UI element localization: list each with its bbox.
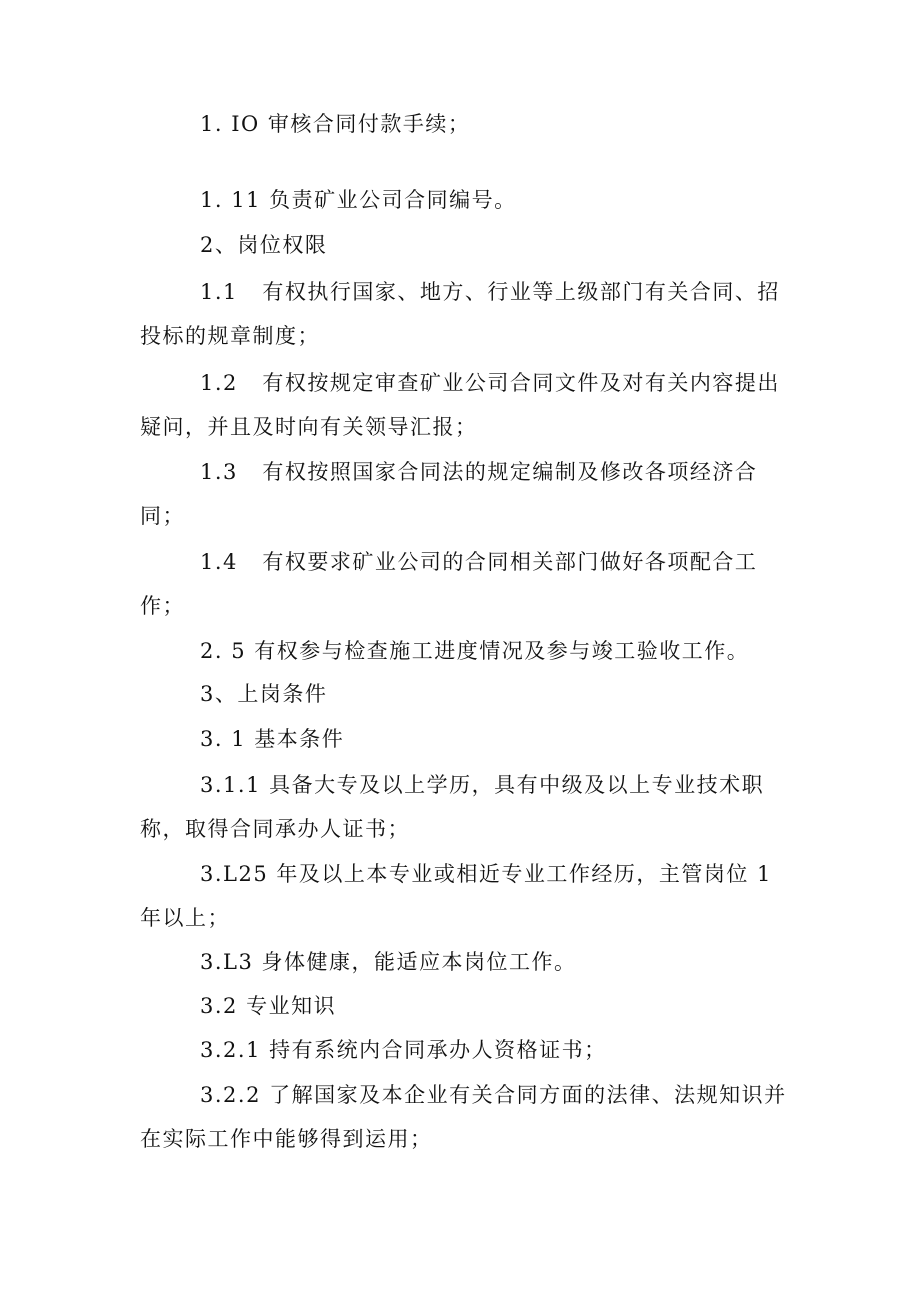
paragraph-1-11: 1. 11 负责矿业公司合同编号。 bbox=[200, 188, 517, 212]
section-heading-post-authority: 2、岗位权限 bbox=[200, 233, 328, 257]
paragraph-authority-2-5: 2. 5 有权参与检查施工进度情况及参与竣工验收工作。 bbox=[200, 639, 750, 663]
paragraph-condition-3-1-2: 3.L25 年及以上本专业或相近专业工作经历，主管岗位 1 年以上； bbox=[140, 862, 781, 930]
subsection-heading-basic-conditions: 3. 1 基本条件 bbox=[200, 727, 345, 751]
paragraph-condition-3-1-1: 3.1.1 具备大专及以上学历，具有中级及以上专业技术职称，取得合同承办人证书； bbox=[140, 773, 765, 841]
paragraph-authority-1-4: 1.4 有权要求矿业公司的合同相关部门做好各项配合工作； bbox=[140, 550, 758, 618]
paragraph-knowledge-3-2-1: 3.2.1 持有系统内合同承办人资格证书； bbox=[200, 1038, 607, 1062]
paragraph-authority-1-3: 1.3 有权按照国家合同法的规定编制及修改各项经济合同； bbox=[140, 460, 758, 528]
paragraph-1-10: 1. IO 审核合同付款手续； bbox=[200, 112, 471, 136]
paragraph-authority-1-2: 1.2 有权按规定审查矿业公司合同文件及对有关内容提出疑问，并且及时向有关领导汇报； bbox=[140, 371, 780, 439]
section-heading-post-requirements: 3、上岗条件 bbox=[200, 682, 328, 706]
paragraph-authority-1-1: 1.1 有权执行国家、地方、行业等上级部门有关合同、招投标的规章制度； bbox=[140, 280, 780, 348]
subsection-heading-professional-knowledge: 3.2 专业知识 bbox=[200, 994, 337, 1018]
paragraph-condition-3-1-3: 3.L3 身体健康，能适应本岗位工作。 bbox=[200, 950, 577, 974]
paragraph-knowledge-3-2-2: 3.2.2 了解国家及本企业有关合同方面的法律、法规知识并在实际工作中能够得到运用； bbox=[140, 1083, 787, 1151]
